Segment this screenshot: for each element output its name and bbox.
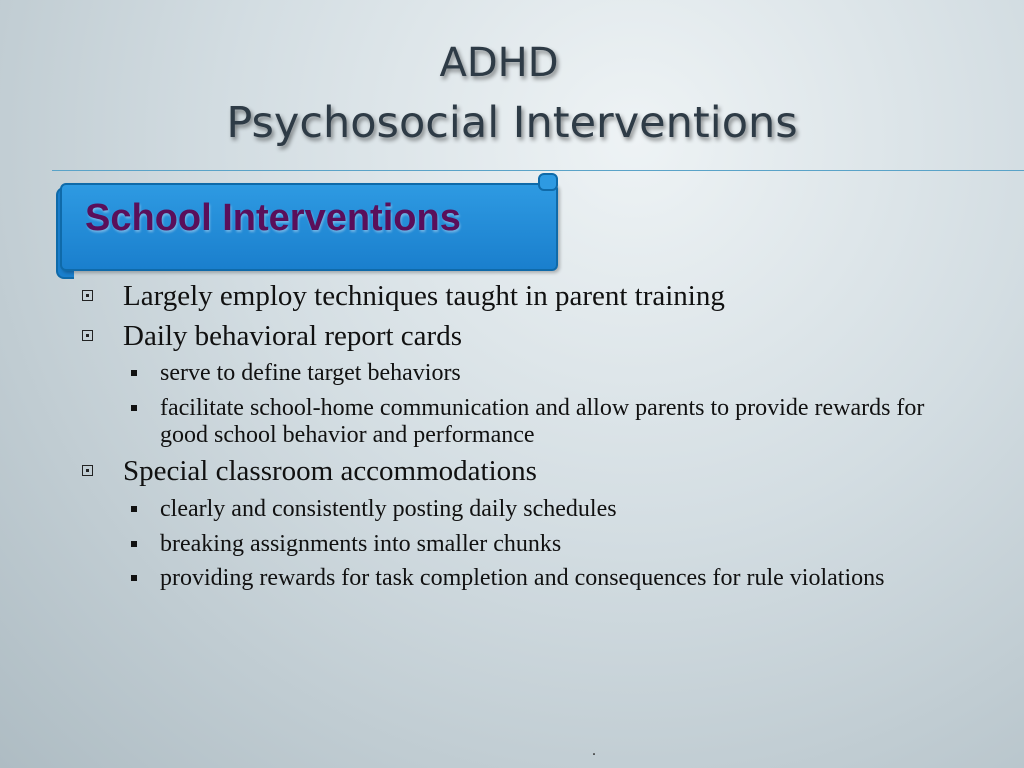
bullet-item bbox=[123, 455, 537, 487]
sub-bullet-text: facilitate school-home communication and allow parents to provide rewards for good school behavior and performance bbox=[160, 395, 925, 448]
bullet-icon bbox=[131, 370, 137, 376]
bullet-text: Daily behavioral report cards bbox=[123, 320, 462, 352]
sub-bullet-item bbox=[160, 360, 1000, 387]
bullet-item bbox=[123, 280, 725, 312]
sub-bullet-text: clearly and consistently posting daily schedules bbox=[160, 496, 617, 522]
footer-mark: . bbox=[592, 742, 596, 759]
square-bullet-icon bbox=[82, 290, 93, 301]
sub-bullet-item bbox=[160, 496, 1000, 523]
bullet-icon bbox=[131, 541, 137, 547]
bullet-icon bbox=[131, 506, 137, 512]
title-line-2: Psychosocial Interventions bbox=[226, 98, 798, 148]
bullet-icon bbox=[131, 405, 137, 411]
square-bullet-icon bbox=[82, 465, 93, 476]
bullet-icon bbox=[131, 575, 137, 581]
banner-scroll-right bbox=[538, 173, 558, 191]
sub-bullet-item bbox=[160, 395, 940, 449]
sub-bullet-text: serve to define target behaviors bbox=[160, 360, 461, 386]
bullet-text: Largely employ techniques taught in parent training bbox=[123, 280, 725, 312]
sub-bullet-item bbox=[160, 531, 1000, 558]
title-divider bbox=[52, 170, 1024, 171]
sub-bullet-text: providing rewards for task completion and consequences for rule violations bbox=[160, 565, 885, 591]
bullet-item bbox=[123, 320, 462, 352]
square-bullet-icon bbox=[82, 330, 93, 341]
sub-bullet-item bbox=[160, 565, 995, 592]
bullet-text: Special classroom accommodations bbox=[123, 455, 537, 487]
sub-bullet-text: breaking assignments into smaller chunks bbox=[160, 531, 562, 557]
section-heading: School Interventions bbox=[85, 197, 461, 239]
title-line-1: ADHD bbox=[439, 40, 559, 86]
